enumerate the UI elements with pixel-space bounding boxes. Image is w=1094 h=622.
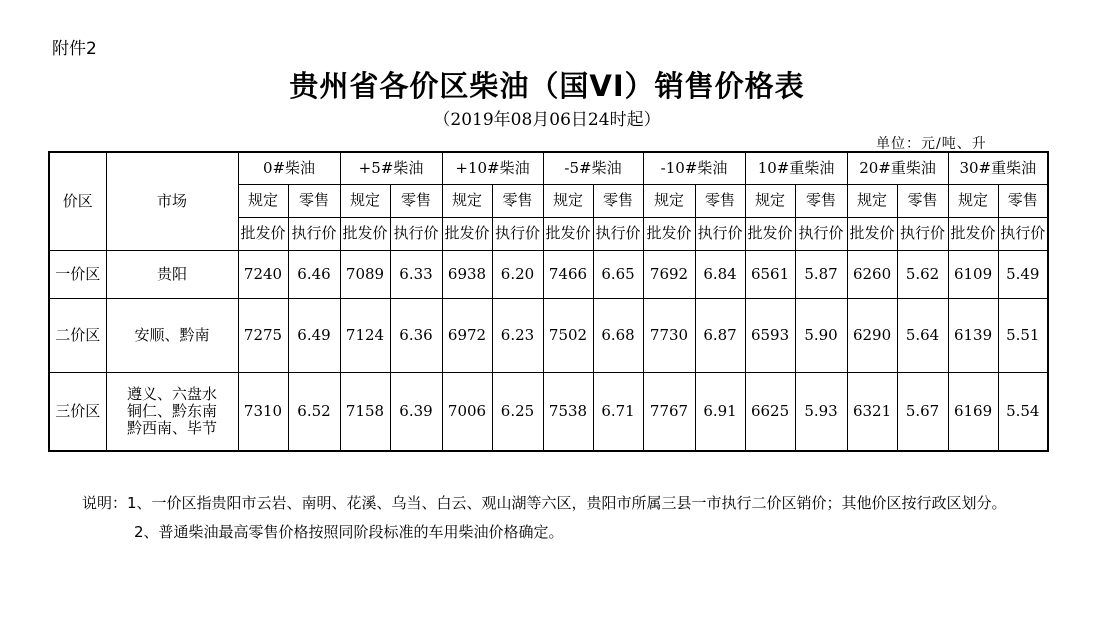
attachment-label: 附件2 — [52, 39, 97, 59]
subheader-wholesale-price: 批发价 — [442, 218, 492, 251]
subheader-wholesale-price: 批发价 — [340, 218, 390, 251]
subheader-wholesale: 规定 — [643, 185, 695, 218]
price-cell: 7502 — [543, 299, 593, 373]
price-cell: 7275 — [238, 299, 288, 373]
price-cell: 6260 — [847, 251, 897, 299]
price-cell: 6169 — [948, 373, 998, 452]
price-cell: 7310 — [238, 373, 288, 452]
table-row — [49, 299, 1048, 373]
price-cell: 6972 — [442, 299, 492, 373]
price-cell: 7538 — [543, 373, 593, 452]
price-zone-cell: 一价区 — [49, 251, 106, 299]
subheader-wholesale: 规定 — [340, 185, 390, 218]
price-cell: 6561 — [745, 251, 795, 299]
header-fuel: +10#柴油 — [442, 152, 543, 185]
subheader-retail: 零售 — [897, 185, 948, 218]
price-cell: 5.93 — [795, 373, 847, 452]
header-fuel: 0#柴油 — [238, 152, 340, 185]
subheader-wholesale: 规定 — [745, 185, 795, 218]
subheader-wholesale-price: 批发价 — [948, 218, 998, 251]
header-fuel: 30#重柴油 — [948, 152, 1048, 185]
header-fuel: -5#柴油 — [543, 152, 643, 185]
price-cell: 6593 — [745, 299, 795, 373]
market-line: 铜仁、黔东南 — [126, 401, 217, 420]
header-market: 市场 — [106, 152, 238, 251]
market-line: 遵义、六盘水 — [126, 384, 217, 403]
table-row — [49, 251, 1048, 299]
subheader-retail-price: 执行价 — [390, 218, 442, 251]
note-2: 2、普通柴油最高零售价格按照同阶段标准的车用柴油价格确定。 — [134, 523, 564, 541]
price-cell: 6139 — [948, 299, 998, 373]
subheader-wholesale-price: 批发价 — [847, 218, 897, 251]
header-fuel: +5#柴油 — [340, 152, 442, 185]
price-cell: 6938 — [442, 251, 492, 299]
price-cell: 7240 — [238, 251, 288, 299]
price-zone-cell: 三价区 — [49, 373, 106, 452]
subheader-retail: 零售 — [288, 185, 340, 218]
subheader-retail: 零售 — [795, 185, 847, 218]
price-cell: 5.87 — [795, 251, 847, 299]
price-cell: 5.49 — [998, 251, 1048, 299]
price-cell: 6.68 — [593, 299, 643, 373]
notes — [52, 493, 1042, 543]
price-cell: 6.91 — [695, 373, 745, 452]
price-cell: 6.49 — [288, 299, 340, 373]
price-cell: 7006 — [442, 373, 492, 452]
price-cell: 7767 — [643, 373, 695, 452]
subheader-wholesale: 规定 — [238, 185, 288, 218]
header-price-zone: 价区 — [49, 152, 106, 251]
subheader-retail-price: 执行价 — [998, 218, 1048, 251]
price-cell: 5.54 — [998, 373, 1048, 452]
price-cell: 5.90 — [795, 299, 847, 373]
header-fuel: 20#重柴油 — [847, 152, 948, 185]
subheader-wholesale-price: 批发价 — [745, 218, 795, 251]
price-cell: 6.39 — [390, 373, 442, 452]
note-1: 说明：1、一价区指贵阳市云岩、南明、花溪、乌当、白云、观山湖等六区，贵阳市所属三县一市执行二价区销价；其他价区按行政区划分。 — [82, 494, 1007, 512]
price-cell: 7466 — [543, 251, 593, 299]
market-cell: 安顺、黔南 — [106, 299, 238, 373]
price-cell: 6.25 — [492, 373, 543, 452]
subheader-wholesale: 规定 — [543, 185, 593, 218]
table-row — [49, 373, 1048, 452]
subheader-retail-price: 执行价 — [288, 218, 340, 251]
price-cell: 6.87 — [695, 299, 745, 373]
market-cell: 贵阳 — [106, 251, 238, 299]
price-cell: 6.52 — [288, 373, 340, 452]
price-cell: 7692 — [643, 251, 695, 299]
subheader-retail-price: 执行价 — [695, 218, 745, 251]
price-cell: 5.51 — [998, 299, 1048, 373]
price-cell: 7089 — [340, 251, 390, 299]
subheader-retail-price: 执行价 — [897, 218, 948, 251]
subheader-wholesale-price: 批发价 — [238, 218, 288, 251]
effective-date: （2019年08月06日24时起） — [433, 110, 661, 130]
unit-label: 单位：元/吨、升 — [876, 136, 987, 152]
price-cell: 7158 — [340, 373, 390, 452]
subheader-retail: 零售 — [593, 185, 643, 218]
page-title: 贵州省各价区柴油（国VI）销售价格表 — [289, 69, 805, 103]
price-cell: 5.67 — [897, 373, 948, 452]
subheader-retail-price: 执行价 — [593, 218, 643, 251]
price-cell: 6.36 — [390, 299, 442, 373]
subheader-retail: 零售 — [390, 185, 442, 218]
market-cell — [106, 373, 238, 452]
price-cell: 6.46 — [288, 251, 340, 299]
subheader-wholesale-price: 批发价 — [643, 218, 695, 251]
price-cell: 6.20 — [492, 251, 543, 299]
header-fuel: -10#柴油 — [643, 152, 745, 185]
subheader-retail-price: 执行价 — [492, 218, 543, 251]
subheader-retail: 零售 — [492, 185, 543, 218]
subheader-retail-price: 执行价 — [795, 218, 847, 251]
price-cell: 7124 — [340, 299, 390, 373]
subheader-retail: 零售 — [998, 185, 1048, 218]
price-table — [48, 151, 1049, 452]
price-cell: 6.71 — [593, 373, 643, 452]
subheader-wholesale: 规定 — [442, 185, 492, 218]
header-fuel: 10#重柴油 — [745, 152, 847, 185]
subheader-wholesale: 规定 — [948, 185, 998, 218]
subheader-retail: 零售 — [695, 185, 745, 218]
price-cell: 5.64 — [897, 299, 948, 373]
price-cell: 6290 — [847, 299, 897, 373]
price-cell: 6.33 — [390, 251, 442, 299]
price-cell: 6109 — [948, 251, 998, 299]
price-cell: 6.65 — [593, 251, 643, 299]
subheader-wholesale: 规定 — [847, 185, 897, 218]
subheader-wholesale-price: 批发价 — [543, 218, 593, 251]
price-cell: 6625 — [745, 373, 795, 452]
price-cell: 6.84 — [695, 251, 745, 299]
price-cell: 5.62 — [897, 251, 948, 299]
price-cell: 6321 — [847, 373, 897, 452]
price-cell: 6.23 — [492, 299, 543, 373]
market-line: 黔西南、毕节 — [126, 419, 217, 438]
price-cell: 7730 — [643, 299, 695, 373]
price-zone-cell: 二价区 — [49, 299, 106, 373]
